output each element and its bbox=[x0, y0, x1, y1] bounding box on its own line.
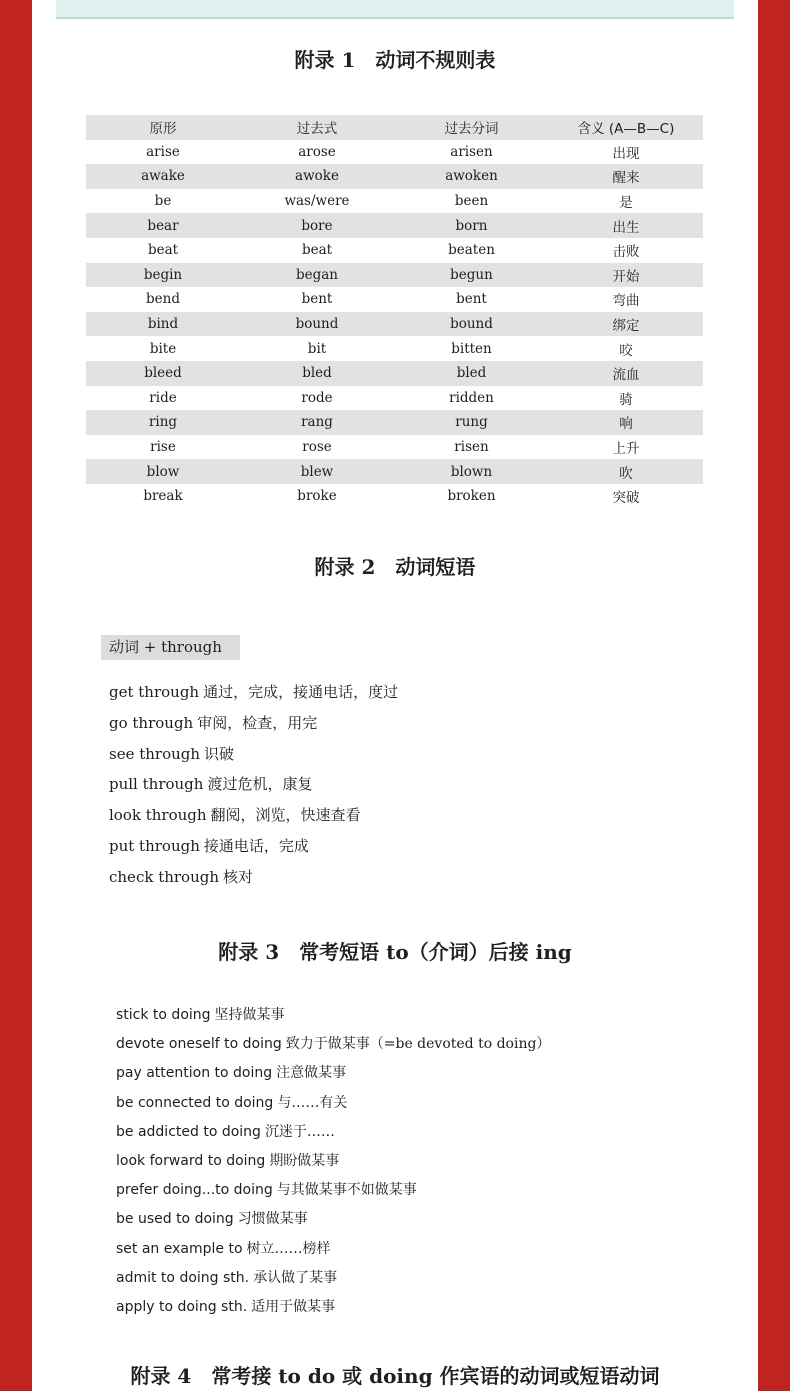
phrase-en: go through bbox=[109, 713, 194, 732]
table-cell: 击败 bbox=[612, 244, 640, 261]
table-row bbox=[86, 386, 703, 411]
phrase-zh: 树立……榜样 bbox=[246, 1240, 331, 1257]
table-cell: arose bbox=[298, 143, 336, 160]
phrase-en: stick to doing bbox=[116, 1007, 211, 1023]
table-cell: blown bbox=[450, 463, 493, 480]
table-cell: bite bbox=[149, 340, 177, 357]
table-row bbox=[86, 410, 703, 435]
phrase-en: look forward to doing bbox=[116, 1152, 266, 1169]
table-cell: ring bbox=[148, 414, 178, 431]
phrase-en: pull through bbox=[109, 775, 204, 794]
table-cell: 弯曲 bbox=[612, 293, 640, 310]
table-cell: arisen bbox=[450, 143, 493, 160]
table-cell: bear bbox=[147, 217, 179, 234]
table-row bbox=[86, 484, 703, 509]
list-item bbox=[109, 864, 398, 895]
table-cell: rose bbox=[302, 439, 332, 456]
table-cell: been bbox=[454, 193, 489, 210]
appendix1-title: 附录 1 动词不规则表 bbox=[294, 48, 496, 72]
verb-through-tag: 动词 + through bbox=[101, 635, 240, 660]
phrase-en: see through bbox=[109, 744, 201, 763]
phrase-zh: 与……有关 bbox=[277, 1094, 348, 1111]
list-item bbox=[116, 1295, 550, 1324]
table-cell: beat bbox=[147, 242, 179, 259]
appendix4-title: 附录 4 常考接 to do 或 doing 作宾语的动词或短语动词 bbox=[130, 1364, 660, 1388]
list-item bbox=[116, 1091, 550, 1120]
table-cell: bleed bbox=[144, 365, 182, 382]
table-cell: ride bbox=[149, 389, 177, 406]
table-cell: 出现 bbox=[612, 145, 640, 162]
phrase-en: prefer doing...to doing bbox=[116, 1182, 273, 1199]
table-cell: rode bbox=[301, 389, 333, 406]
phrase-zh: 渡过危机，康复 bbox=[207, 775, 313, 794]
phrase-zh: 承认做了某事 bbox=[253, 1269, 338, 1286]
list-item bbox=[116, 1003, 550, 1032]
table-cell: ridden bbox=[449, 389, 494, 406]
appendix3-title: 附录 3 常考短语 to（介词）后接 ing bbox=[218, 940, 572, 964]
table-cell: beaten bbox=[448, 242, 495, 259]
table-cell: awoken bbox=[445, 168, 498, 185]
phrase-zh: 习惯做某事 bbox=[237, 1211, 308, 1228]
table-cell: 突破 bbox=[612, 490, 640, 507]
table-cell: bit bbox=[307, 340, 327, 357]
top-band bbox=[56, 0, 734, 19]
list-item bbox=[116, 1061, 550, 1090]
phrase-en: get through bbox=[109, 683, 200, 701]
table-row bbox=[86, 312, 703, 337]
table-cell: 吹 bbox=[619, 465, 633, 482]
list-item bbox=[109, 710, 398, 741]
table-cell: blow bbox=[146, 463, 180, 480]
table-cell: born bbox=[455, 217, 488, 234]
table-header-row bbox=[86, 115, 703, 140]
phrase-zh: 注意做某事 bbox=[276, 1065, 347, 1082]
phrase-zh: 适用于做某事 bbox=[251, 1298, 336, 1315]
phrase-zh: 期盼做某事 bbox=[269, 1152, 340, 1169]
list-item bbox=[116, 1178, 550, 1207]
table-cell: bent bbox=[456, 291, 487, 308]
table-row bbox=[86, 263, 703, 288]
phrase-en: admit to doing sth. bbox=[116, 1269, 250, 1286]
table-row bbox=[86, 164, 703, 189]
table-cell: be bbox=[154, 193, 172, 210]
table-cell: awake bbox=[141, 168, 185, 185]
table-cell: was/were bbox=[284, 193, 350, 210]
through-phrase-list bbox=[109, 679, 398, 895]
table-row bbox=[86, 459, 703, 484]
phrase-zh: 翻阅，浏览，快速查看 bbox=[210, 806, 361, 825]
table-cell: bound bbox=[450, 316, 493, 333]
table-cell: bled bbox=[302, 365, 332, 382]
table-cell: rang bbox=[301, 414, 333, 431]
phrase-en: look through bbox=[109, 806, 207, 825]
table-cell: risen bbox=[454, 439, 489, 456]
table-cell: 是 bbox=[619, 195, 633, 212]
table-row bbox=[86, 435, 703, 460]
table-row bbox=[86, 287, 703, 312]
phrase-zh: 接通电话，完成 bbox=[203, 836, 309, 855]
phrase-zh: 与其做某事不如做某事 bbox=[276, 1182, 417, 1199]
table-row bbox=[86, 336, 703, 361]
table-header-cell: 过去分词 bbox=[444, 121, 499, 138]
table-header-cell: 原形 bbox=[149, 121, 177, 138]
table-cell: 开始 bbox=[612, 268, 640, 285]
irregular-verb-table bbox=[86, 115, 703, 509]
table-cell: bore bbox=[301, 217, 333, 234]
to-doing-phrase-list bbox=[116, 1003, 550, 1324]
table-cell: blew bbox=[300, 463, 334, 480]
table-cell: arise bbox=[146, 143, 180, 160]
table-cell: bled bbox=[456, 365, 487, 382]
table-cell: 咬 bbox=[619, 342, 633, 359]
table-row bbox=[86, 140, 703, 165]
phrase-en: pay attention to doing bbox=[116, 1065, 273, 1082]
list-item bbox=[109, 802, 398, 833]
phrase-zh: 审阅，检查，用完 bbox=[197, 713, 318, 732]
table-cell: begun bbox=[450, 266, 493, 283]
list-item bbox=[109, 833, 398, 864]
table-cell: bitten bbox=[451, 340, 492, 357]
table-cell: 绑定 bbox=[612, 318, 640, 335]
table-cell: begin bbox=[143, 266, 183, 283]
table-cell: beat bbox=[301, 242, 333, 259]
list-item bbox=[109, 679, 398, 710]
list-item bbox=[116, 1207, 550, 1236]
table-cell: 上升 bbox=[612, 441, 640, 458]
phrase-zh: 核对 bbox=[223, 867, 254, 886]
list-item bbox=[116, 1032, 550, 1061]
phrase-zh: 通过，完成，接通电话，度过 bbox=[203, 683, 399, 701]
table-cell: bind bbox=[147, 316, 179, 333]
appendix2-title: 附录 2 动词短语 bbox=[314, 555, 476, 579]
table-cell: 骑 bbox=[619, 391, 633, 408]
list-item bbox=[116, 1266, 550, 1295]
phrase-en: be connected to doing bbox=[116, 1094, 274, 1111]
phrase-en: check through bbox=[109, 867, 220, 886]
table-cell: 醒来 bbox=[612, 170, 640, 187]
table-cell: broke bbox=[297, 488, 337, 505]
phrase-en: apply to doing sth. bbox=[116, 1298, 248, 1315]
phrase-en: set an example to bbox=[116, 1240, 243, 1257]
table-row bbox=[86, 213, 703, 238]
phrase-zh: 坚持做某事 bbox=[214, 1007, 285, 1023]
table-row bbox=[86, 238, 703, 263]
table-cell: rung bbox=[455, 414, 488, 431]
table-cell: 出生 bbox=[612, 219, 640, 236]
table-row bbox=[86, 189, 703, 214]
phrase-en: put through bbox=[109, 836, 200, 855]
table-cell: bound bbox=[295, 316, 339, 333]
table-cell: break bbox=[143, 488, 183, 505]
list-item bbox=[116, 1237, 550, 1266]
table-cell: awoke bbox=[295, 168, 339, 185]
table-cell: 响 bbox=[619, 416, 633, 433]
table-cell: bent bbox=[301, 291, 333, 308]
table-cell: began bbox=[295, 266, 339, 283]
phrase-en: be addicted to doing bbox=[116, 1123, 261, 1140]
phrase-zh: 致力于做某事（=be devoted to doing） bbox=[285, 1036, 551, 1053]
phrase-en: devote oneself to doing bbox=[116, 1036, 282, 1053]
phrase-zh: 识破 bbox=[204, 744, 235, 763]
phrase-zh: 沉迷于…… bbox=[264, 1123, 335, 1140]
table-cell: rise bbox=[150, 439, 176, 456]
phrase-en: be used to doing bbox=[116, 1211, 234, 1228]
table-cell: bend bbox=[146, 291, 180, 308]
table-cell: broken bbox=[447, 488, 496, 505]
table-cell: 流血 bbox=[612, 367, 640, 384]
table-row bbox=[86, 361, 703, 386]
document-page bbox=[32, 0, 758, 1391]
list-item bbox=[109, 741, 398, 772]
list-item bbox=[109, 771, 398, 802]
list-item bbox=[116, 1149, 550, 1178]
table-header-cell: 含义 (A—B—C) bbox=[577, 121, 675, 138]
table-header-cell: 过去式 bbox=[296, 121, 338, 138]
list-item bbox=[116, 1120, 550, 1149]
